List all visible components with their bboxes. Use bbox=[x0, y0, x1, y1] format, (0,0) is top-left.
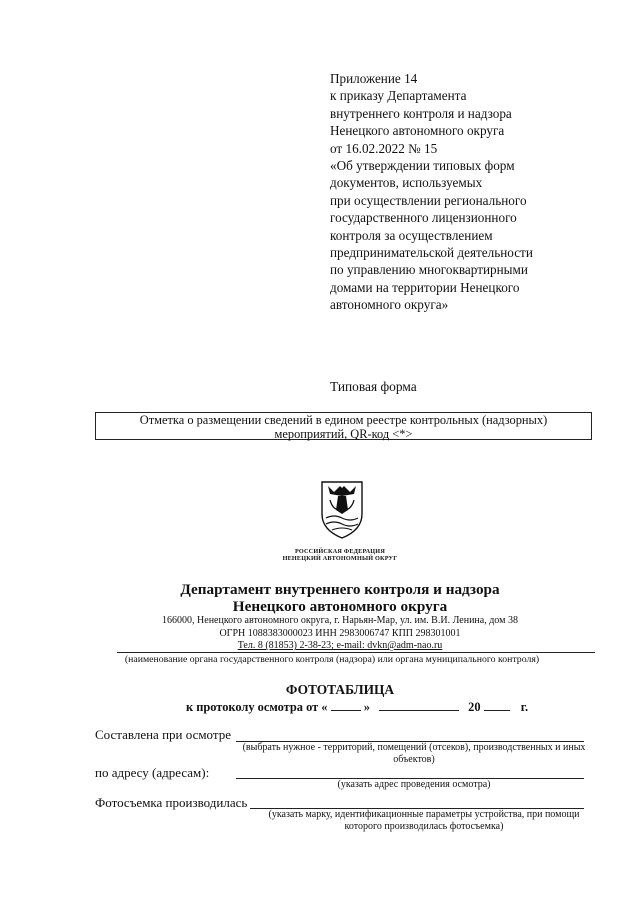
year-blank[interactable] bbox=[484, 698, 510, 711]
qr-box-line1: Отметка о размещении сведений в едином реестре контрольных (надзорных) bbox=[139, 413, 548, 427]
department-phone-row bbox=[0, 640, 640, 653]
department-email-link[interactable]: dvkn@adm-nao.ru bbox=[367, 640, 443, 652]
department-requisites: ОГРН 1088383000023 ИНН 2983006747 КПП 298301001 bbox=[219, 627, 461, 639]
qr-registry-box bbox=[95, 412, 592, 440]
month-blank[interactable] bbox=[379, 698, 459, 711]
protocol-quote-close: » bbox=[363, 700, 370, 714]
department-contacts bbox=[0, 615, 640, 653]
document-title: ФОТОТАБЛИЦА bbox=[285, 682, 395, 697]
department-name-line1: Департамент внутреннего контроля и надзора bbox=[180, 581, 500, 598]
organ-name-caption: (наименование органа государственного контроля (надзора) или органа муниципального контроля) bbox=[124, 654, 540, 665]
year-prefix: 20 bbox=[468, 700, 481, 714]
photo-caption: (указать марку, идентификационные параметры устройства, при помощи которого производилась фотосъемка) bbox=[268, 809, 580, 832]
appendix-line: контроля за осуществлением bbox=[330, 227, 493, 243]
appendix-line: государственного лицензионного bbox=[330, 210, 517, 226]
appendix-line: домами на территории Ненецкого bbox=[330, 279, 520, 295]
address-caption: (указать адрес проведения осмотра) bbox=[337, 779, 491, 790]
appendix-line: «Об утверждении типовых форм bbox=[330, 158, 515, 174]
appendix-line: при осуществлении регионального bbox=[330, 192, 527, 208]
department-name-line2: Ненецкого автономного округа bbox=[232, 598, 448, 615]
appendix-line: Ненецкого автономного округа bbox=[330, 123, 505, 139]
year-suffix: г. bbox=[520, 700, 529, 714]
form-type-label: Типовая форма bbox=[330, 379, 417, 394]
department-phone: Тел. 8 (81853) 2-38-23; e-mail: bbox=[237, 640, 368, 652]
address-label: по адресу (адресам): bbox=[95, 765, 210, 780]
appendix-block bbox=[330, 70, 630, 314]
rf-line2: НЕНЕЦКИЙ АВТОНОМНЫЙ ОКРУГ bbox=[282, 555, 398, 562]
appendix-line: автономного округа» bbox=[330, 297, 449, 313]
composed-caption: (выбрать нужное - территорий, помещений (отсеков), производственных и иных объектов) bbox=[242, 742, 586, 765]
appendix-line: по управлению многоквартирными bbox=[330, 262, 528, 278]
rf-line1: РОССИЙСКАЯ ФЕДЕРАЦИЯ bbox=[294, 548, 385, 555]
appendix-line: документов, используемых bbox=[330, 175, 483, 191]
coat-of-arms-icon bbox=[318, 480, 366, 540]
appendix-line: к приказу Департамента bbox=[330, 88, 467, 104]
protocol-date-row bbox=[186, 698, 528, 715]
appendix-line: от 16.02.2022 № 15 bbox=[330, 140, 438, 156]
qr-box-line2: мероприятий, QR-код <*> bbox=[274, 426, 413, 441]
composed-label: Составлена при осмотре bbox=[95, 727, 231, 742]
department-address: 166000, Ненецкого автономного округа, г. Нарьян-Мар, ул. им. В.И. Ленина, дом 38 bbox=[162, 615, 518, 626]
federation-caption bbox=[240, 548, 440, 562]
appendix-line: внутреннего контроля и надзора bbox=[330, 105, 512, 121]
appendix-line: Приложение 14 bbox=[330, 71, 418, 86]
photo-label: Фотосъемка производилась bbox=[95, 795, 248, 810]
protocol-prefix: к протоколу осмотра от « bbox=[186, 700, 328, 714]
organ-name-line bbox=[117, 652, 595, 653]
day-blank[interactable] bbox=[331, 698, 361, 711]
appendix-line: предпринимательской деятельности bbox=[330, 245, 533, 261]
